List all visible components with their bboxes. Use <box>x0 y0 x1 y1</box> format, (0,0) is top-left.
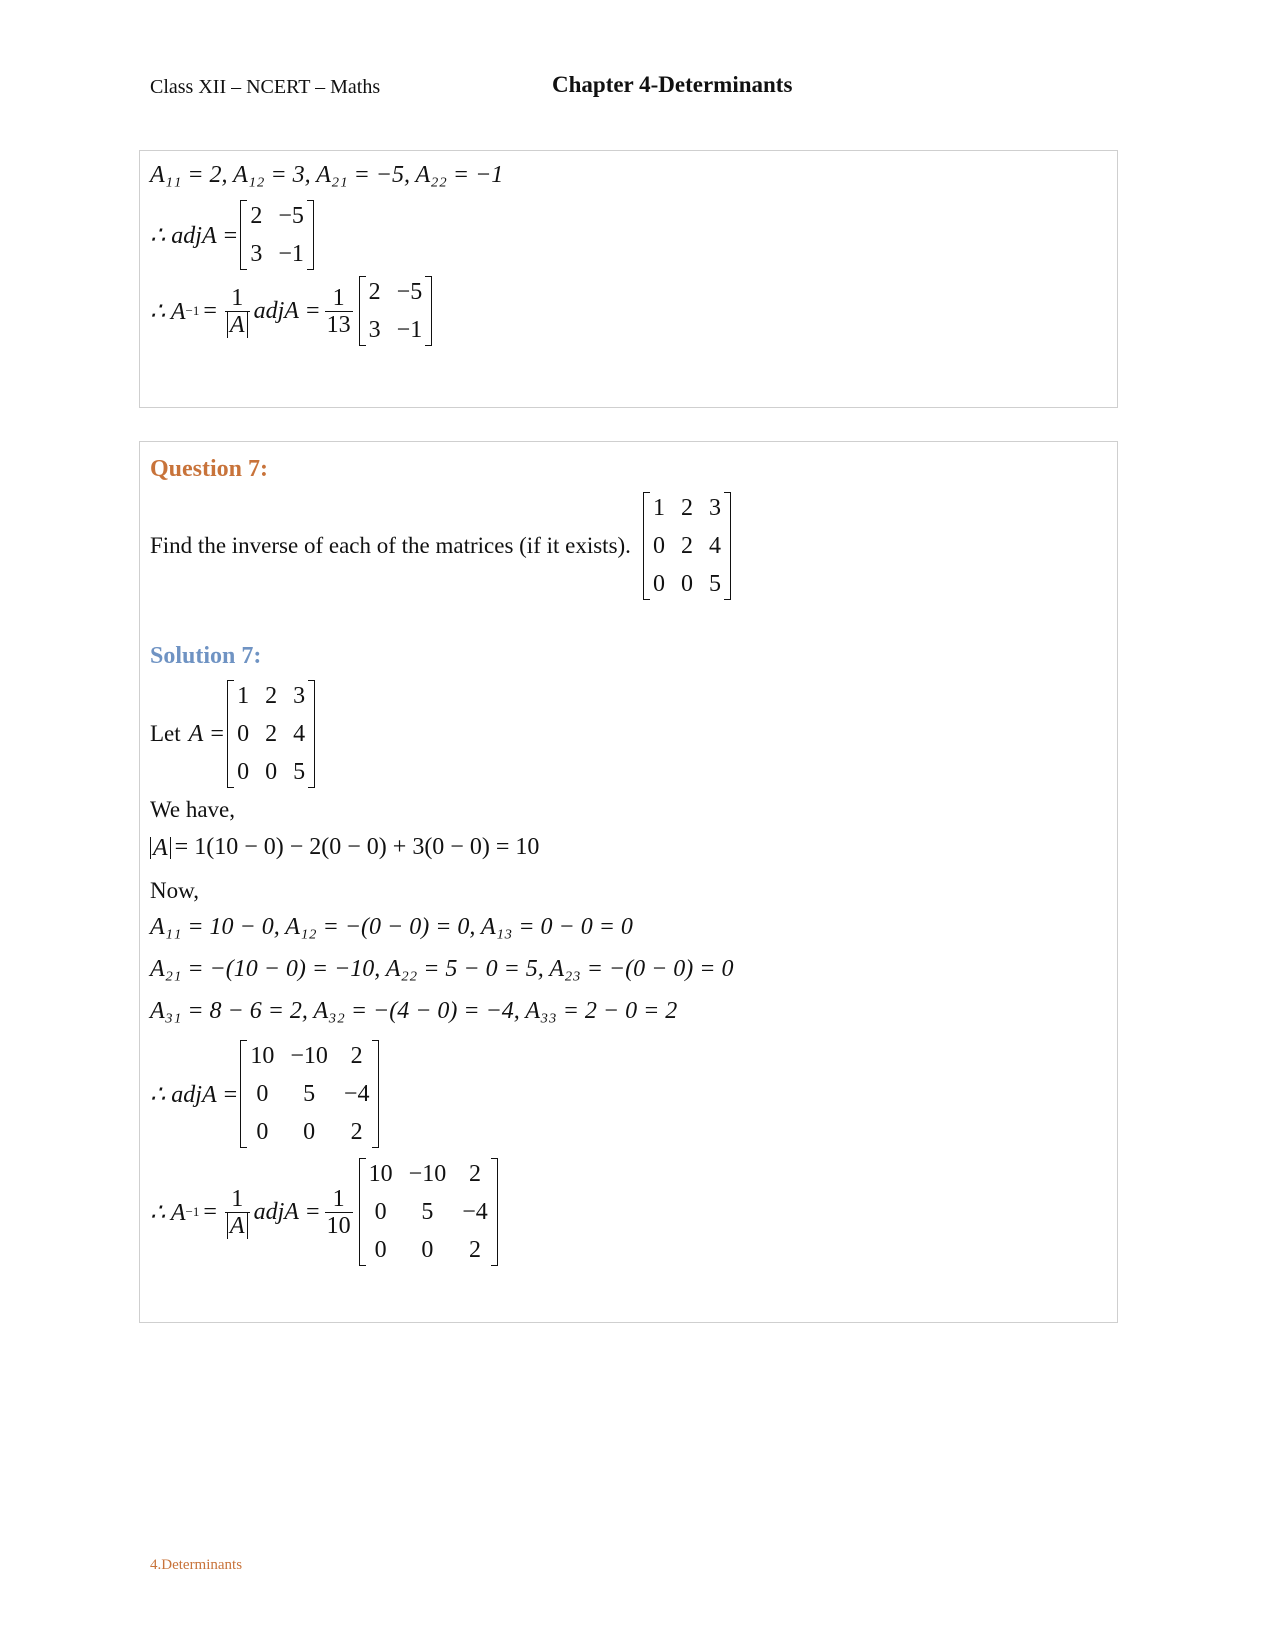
matrix-cell: 5 <box>293 758 306 785</box>
matrix-cell: 2 <box>250 202 263 229</box>
equals-sign: = <box>203 297 217 324</box>
matrix-cell: 0 <box>256 1080 269 1107</box>
matrix-A <box>227 680 315 788</box>
header-chapter-title: Chapter 4-Determinants <box>552 72 793 97</box>
let-variable: A = <box>188 720 226 747</box>
adj-line <box>150 1040 381 1148</box>
adj-matrix <box>240 1040 379 1148</box>
matrix-cell: 0 <box>652 570 665 597</box>
matrix-cell: 10 <box>368 1160 393 1187</box>
matrix-cell: 4 <box>293 720 306 747</box>
question-text-line <box>150 492 733 600</box>
adjA-text: adjA = <box>253 1198 321 1225</box>
matrix-cell: −10 <box>408 1160 447 1187</box>
adj-label: ∴ adjA = <box>150 1081 239 1108</box>
adj-label: ∴ adjA = <box>150 222 239 249</box>
one-over-det-fraction <box>225 285 250 338</box>
matrix-cell: −4 <box>462 1198 488 1225</box>
matrix-cell: 3 <box>293 682 306 709</box>
inverse-line <box>150 1158 500 1266</box>
adjA-text: adjA = <box>253 297 321 324</box>
inverse-matrix <box>359 1158 498 1266</box>
cofactor-row-1: A₁₁ = 10 − 0, A₁₂ = −(0 − 0) = 0, A₁₃ = 0 − 0 = 0 <box>150 914 633 940</box>
footer-chapter: 4.Determinants <box>150 1557 243 1573</box>
matrix-cell: 4 <box>708 532 721 559</box>
scalar-denominator: 13 <box>326 311 351 338</box>
inverse-label: ∴ A <box>150 1199 186 1226</box>
fraction-numerator: 1 <box>231 284 244 311</box>
matrix-cell: 0 <box>374 1236 387 1263</box>
let-line <box>150 680 317 788</box>
one-over-det-fraction <box>225 1186 250 1239</box>
box1-cofactors <box>150 162 503 189</box>
matrix-cell: −5 <box>278 202 304 229</box>
matrix-cell: 2 <box>468 1236 481 1263</box>
matrix-cell: 5 <box>421 1198 434 1225</box>
determinant-value: = 1(10 − 0) − 2(0 − 0) + 3(0 − 0) = 10 <box>174 834 540 860</box>
matrix-cell: 2 <box>350 1042 363 1069</box>
det-abs-A: A <box>227 1213 248 1239</box>
fraction-numerator: 1 <box>231 1185 244 1212</box>
matrix-cell: −5 <box>396 278 423 305</box>
matrix-cell: 0 <box>237 758 250 785</box>
matrix-cell: 2 <box>265 720 278 747</box>
matrix-cell: 5 <box>708 570 721 597</box>
box1-adj-line <box>150 200 316 270</box>
question-title: Question 7: <box>150 456 269 482</box>
scalar-numerator: 1 <box>332 284 345 311</box>
adj-matrix <box>240 200 314 270</box>
cofactor-row-2: A₂₁ = −(10 − 0) = −10, A₂₂ = 5 − 0 = 5, A₂₃ = −(0 − 0) = 0 <box>150 956 734 982</box>
scalar-denominator: 10 <box>326 1212 351 1239</box>
now-text: Now, <box>150 878 199 903</box>
matrix-cell: 3 <box>250 240 263 267</box>
matrix-cell: 0 <box>237 720 250 747</box>
header-left: Class XII – NCERT – Maths <box>150 76 381 98</box>
solution-title: Solution 7: <box>150 643 262 669</box>
matrix-cell: 2 <box>680 532 693 559</box>
matrix-cell: −1 <box>278 240 304 267</box>
cofactor-row-3: A₃₁ = 8 − 6 = 2, A₃₂ = −(4 − 0) = −4, A₃₃ = 2 − 0 = 2 <box>150 998 678 1024</box>
matrix-cell: 2 <box>265 682 278 709</box>
matrix-cell: 0 <box>652 532 665 559</box>
matrix-cell: 3 <box>708 494 721 521</box>
det-abs-A: A <box>227 312 248 338</box>
we-have: We have, <box>150 797 235 822</box>
let-text: Let <box>150 721 181 746</box>
matrix-cell: −4 <box>343 1080 370 1107</box>
cofactor-values: A₁₁ = 2, A₁₂ = 3, A₂₁ = −5, A₂₂ = −1 <box>150 162 504 188</box>
determinant-line <box>150 834 539 861</box>
det-abs-A: A <box>150 837 171 859</box>
matrix-cell: 0 <box>256 1118 269 1145</box>
inverse-label: ∴ A <box>150 298 186 325</box>
matrix-cell: 2 <box>680 494 693 521</box>
scalar-fraction <box>325 1186 353 1239</box>
question-matrix <box>643 492 731 600</box>
scalar-numerator: 1 <box>332 1185 345 1212</box>
matrix-cell: −10 <box>290 1042 328 1069</box>
matrix-cell: 3 <box>368 316 381 343</box>
matrix-cell: 0 <box>680 570 693 597</box>
inverse-matrix <box>359 276 433 346</box>
matrix-cell: 2 <box>468 1160 481 1187</box>
equals-sign: = <box>203 1198 217 1225</box>
matrix-cell: 0 <box>303 1118 316 1145</box>
matrix-cell: 1 <box>237 682 250 709</box>
scalar-fraction <box>325 285 353 338</box>
matrix-cell: 0 <box>265 758 278 785</box>
matrix-cell: 2 <box>350 1118 363 1145</box>
matrix-cell: 10 <box>250 1042 275 1069</box>
matrix-cell: 2 <box>368 278 381 305</box>
matrix-cell: −1 <box>396 316 423 343</box>
inverse-exponent: −1 <box>185 303 200 318</box>
matrix-cell: 0 <box>421 1236 434 1263</box>
inverse-exponent: −1 <box>185 1204 200 1219</box>
question-text: Find the inverse of each of the matrices (if it exists). <box>150 533 631 558</box>
box1-inverse-line <box>150 276 434 346</box>
matrix-cell: 1 <box>652 494 665 521</box>
matrix-cell: 0 <box>374 1198 387 1225</box>
matrix-cell: 5 <box>303 1080 316 1107</box>
